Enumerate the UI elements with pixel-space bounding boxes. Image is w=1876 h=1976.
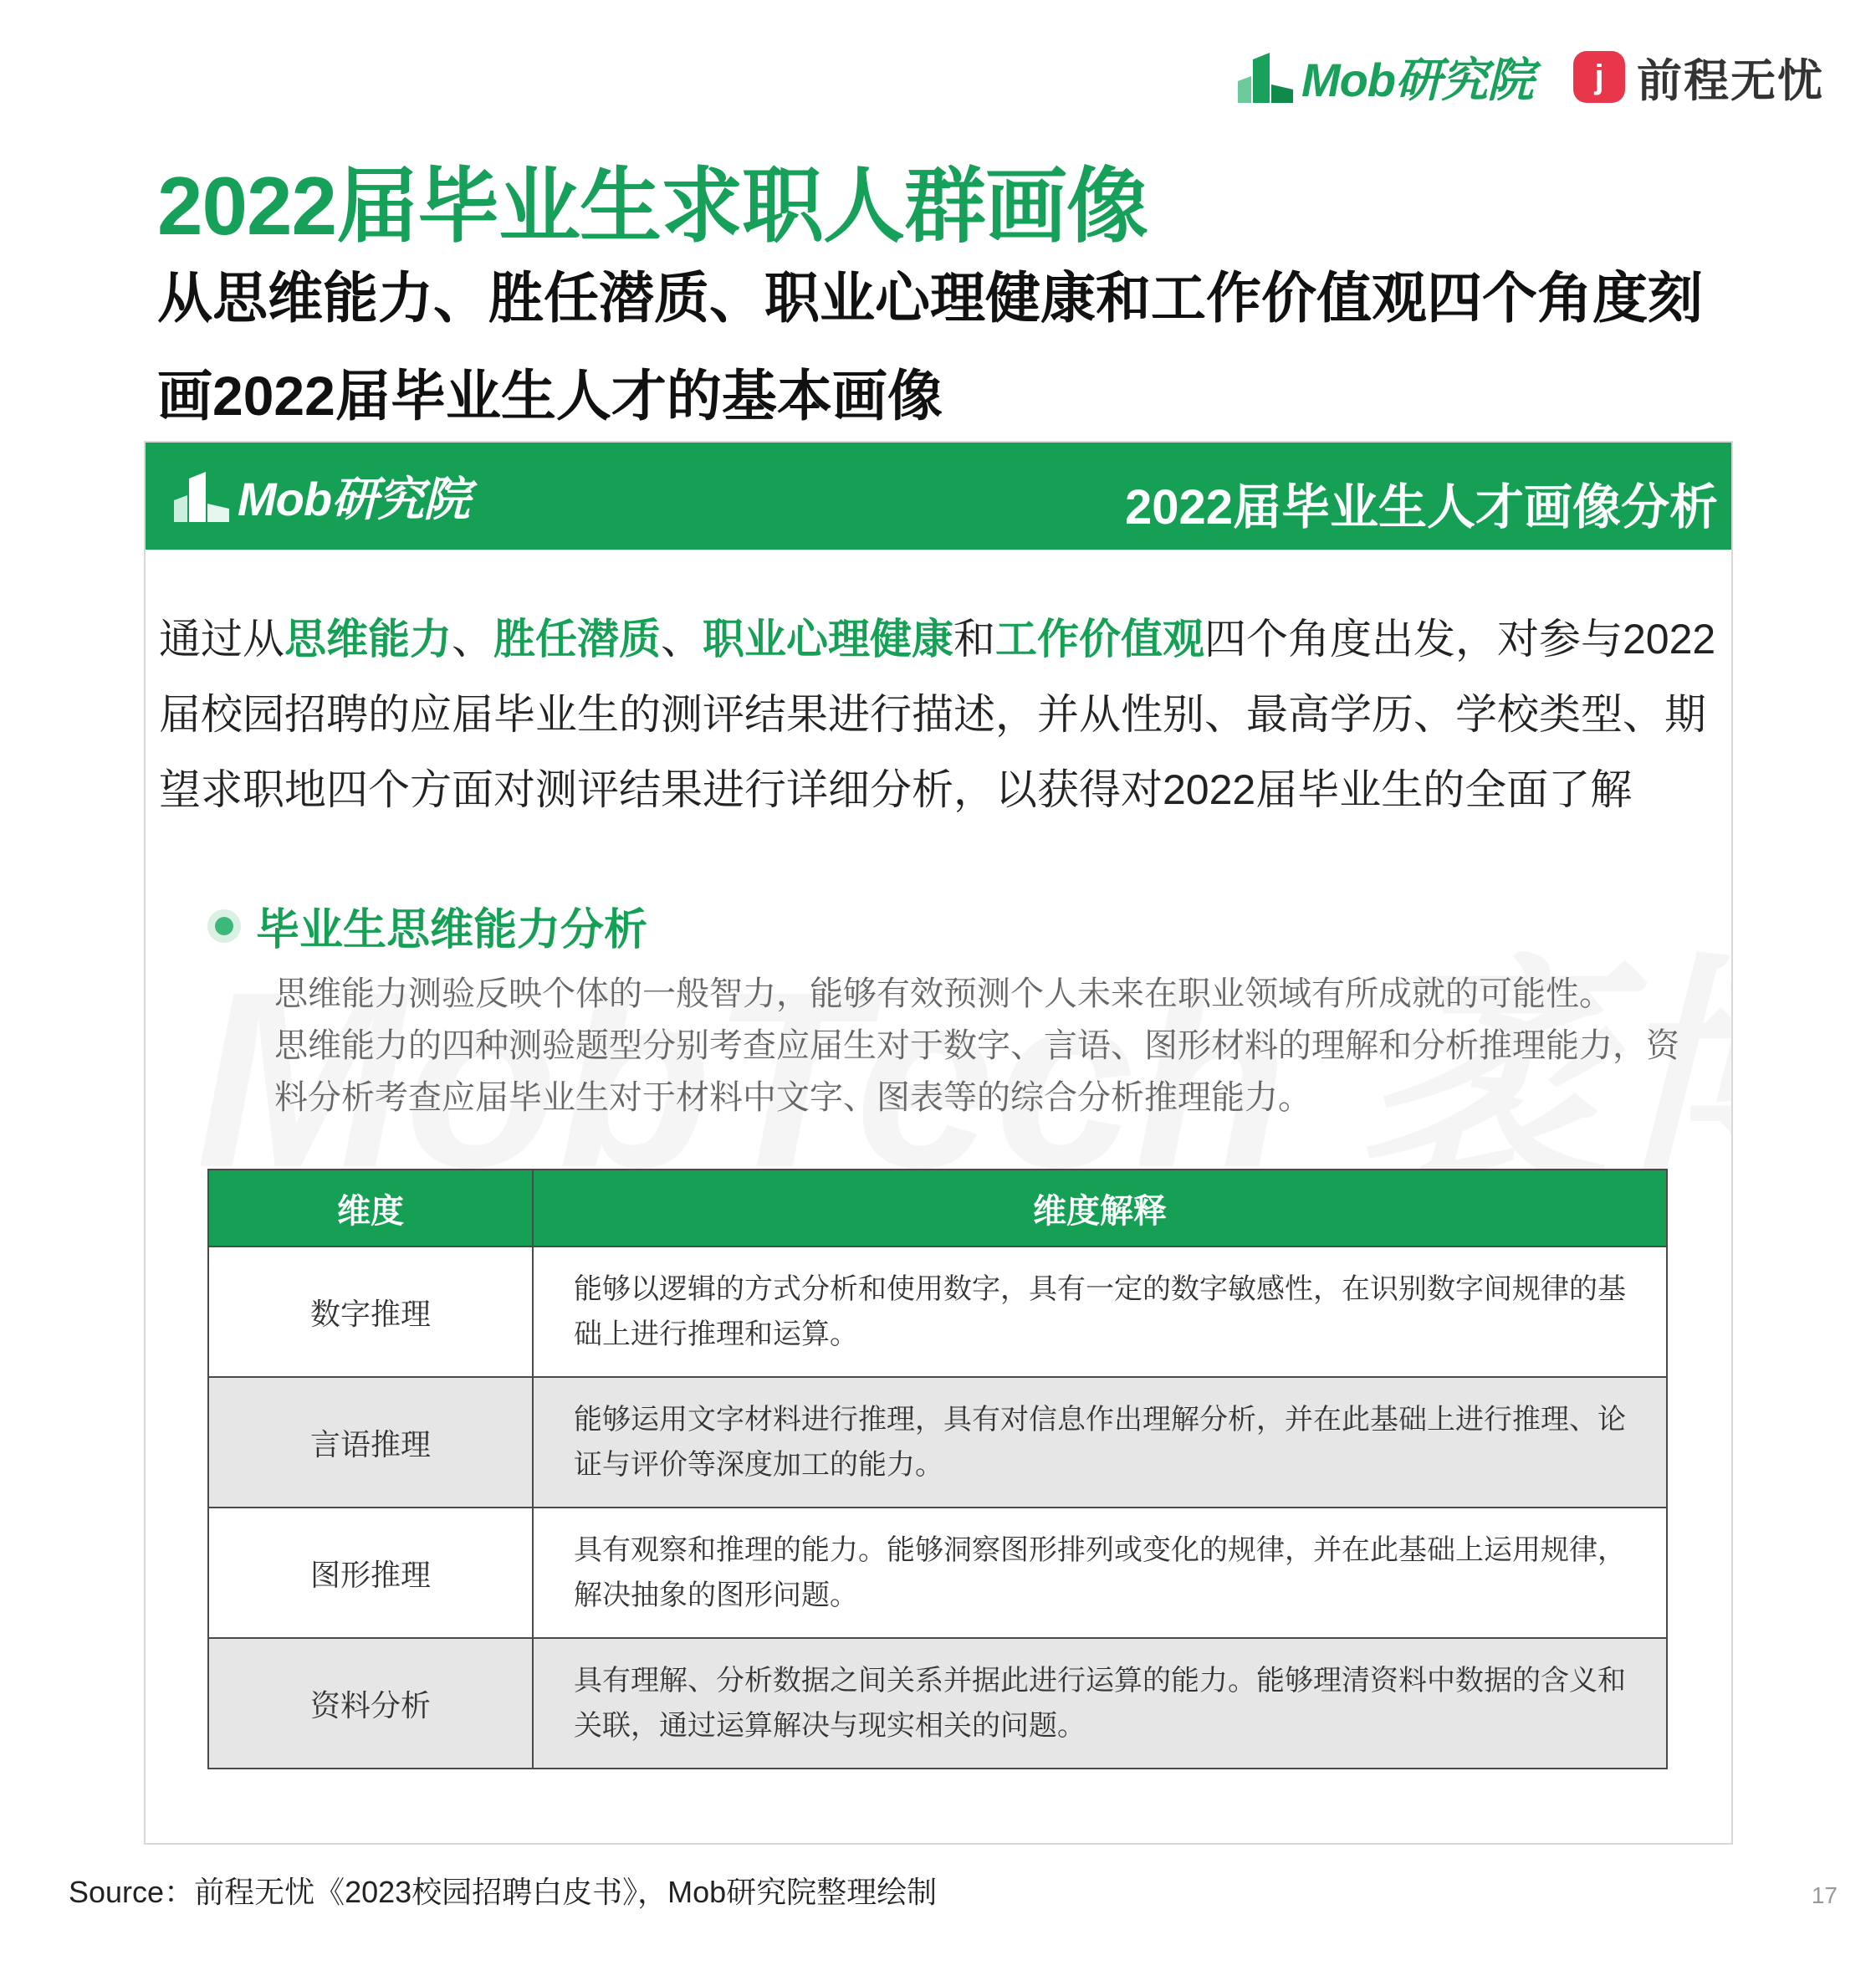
intro-sep-3: 和 bbox=[953, 616, 995, 663]
qiancheng-badge-icon: j bbox=[1573, 51, 1625, 103]
panel-header bbox=[146, 443, 1731, 550]
section-heading bbox=[207, 894, 647, 957]
section-title: 毕业生思维能力分析 bbox=[256, 906, 648, 955]
page-subtitle: 从思维能力、胜任潜质、职业心理健康和工作价值观四个角度刻画2022届毕业生人才的基本画像 bbox=[157, 267, 1703, 427]
mob-logo bbox=[1236, 44, 1533, 110]
intro-paragraph bbox=[159, 602, 1723, 827]
intro-sep-2: 、 bbox=[661, 616, 703, 663]
dimension-explanation: 能够以逻辑的方式分析和使用数字，具有一定的数字敏感性，在识别数字间规律的基础上进行推理和运算。 bbox=[533, 1247, 1667, 1377]
description-line-1: 思维能力测验反映个体的一般智力，能够有效预测个人未来在职业领域有所成就的可能性。 bbox=[274, 975, 1613, 1012]
mob-building-icon bbox=[1236, 51, 1295, 103]
dimension-explanation: 具有理解、分析数据之间关系并据此进行运算的能力。能够理清资料中数据的含义和关联，通过运算解决与现实相关的问题。 bbox=[533, 1638, 1667, 1769]
intro-highlight-thinking: 思维能力 bbox=[284, 616, 452, 663]
mob-building-icon-white bbox=[172, 470, 231, 522]
panel-header-logo-text: Mob研究院 bbox=[238, 473, 470, 525]
page-title: 2022届毕业生求职人群画像 bbox=[157, 160, 1148, 252]
panel-header-logo bbox=[172, 463, 469, 530]
column-header-dimension: 维度 bbox=[208, 1170, 533, 1247]
header-logos bbox=[1236, 44, 1824, 110]
dimension-explanation: 具有观察和推理的能力。能够洞察图形排列或变化的规律，并在此基础上运用规律，解决抽象的图形问题。 bbox=[533, 1508, 1667, 1638]
dimension-name: 图形推理 bbox=[208, 1508, 533, 1638]
intro-highlight-competency: 胜任潜质 bbox=[493, 616, 661, 663]
table-row bbox=[208, 1638, 1667, 1769]
page-number: 17 bbox=[1811, 1882, 1838, 1908]
intro-highlight-work-values: 工作价值观 bbox=[995, 616, 1204, 663]
description-line-2: 思维能力的四种测验题型分别考查应届生对于数字、言语、图形材料的理解和分析推理能力，资料分析考查应届毕业生对于材料中文字、图表等的综合分析推理能力。 bbox=[274, 1027, 1679, 1116]
table-header-row bbox=[208, 1170, 1667, 1247]
intro-text-rest: 四个角度出发，对参与2022届校园招聘的应届毕业生的测评结果进行描述，并从性别、最高学历、学校类型、期望求职地四个方面对测评结果进行详细分析，以获得对2022届毕业生的全面了解 bbox=[159, 616, 1716, 813]
bullet-dot-icon bbox=[207, 909, 241, 943]
dimension-name: 数字推理 bbox=[208, 1247, 533, 1377]
section-description bbox=[207, 968, 1679, 1124]
dimension-table bbox=[207, 1169, 1668, 1769]
column-header-explanation: 维度解释 bbox=[533, 1170, 1667, 1247]
analysis-panel bbox=[144, 441, 1733, 1845]
source-note: Source：前程无忧《2023校园招聘白皮书》，Mob研究院整理绘制 bbox=[69, 1875, 938, 1909]
dimension-name: 言语推理 bbox=[208, 1377, 533, 1508]
dimension-name: 资料分析 bbox=[208, 1638, 533, 1769]
intro-sep-1: 、 bbox=[452, 616, 493, 663]
intro-highlight-mental-health: 职业心理健康 bbox=[703, 616, 953, 663]
panel-header-title: 2022届毕业生人才画像分析 bbox=[1124, 480, 1718, 535]
dimension-explanation: 能够运用文字材料进行推理，具有对信息作出理解分析，并在此基础上进行推理、论证与评价等深度加工的能力。 bbox=[533, 1377, 1667, 1508]
table-row bbox=[208, 1377, 1667, 1508]
qiancheng-logo bbox=[1573, 45, 1824, 110]
qiancheng-logo-text: 前程无忧 bbox=[1637, 55, 1824, 106]
table-row bbox=[208, 1508, 1667, 1638]
table-row bbox=[208, 1247, 1667, 1377]
mob-logo-text: Mob研究院 bbox=[1301, 54, 1533, 106]
intro-text-1: 通过从 bbox=[159, 616, 284, 663]
